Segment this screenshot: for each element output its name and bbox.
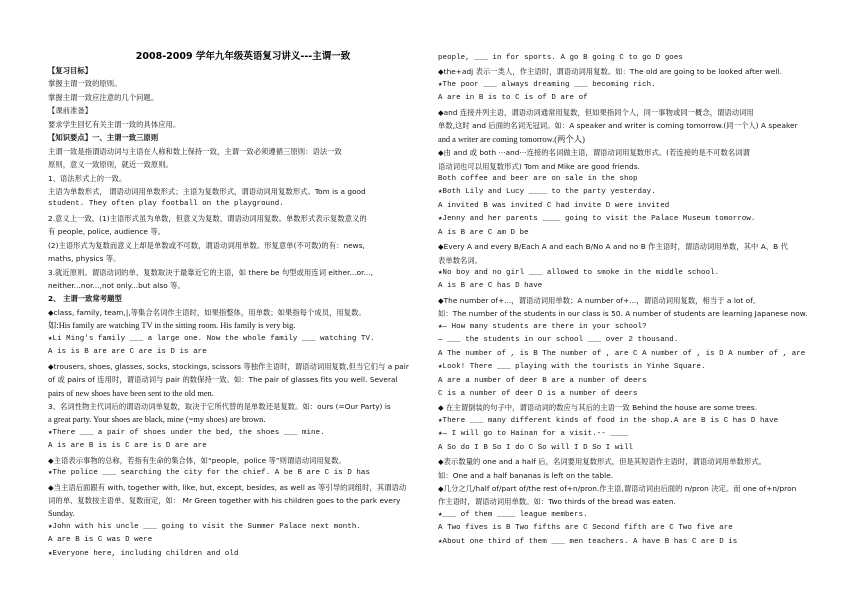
- text-line: ★Jenny and her parents ____ going to visit the Palace Museum tomorrow.: [438, 215, 756, 224]
- text-line: ★The police ___ searching the city for the chief. A be B are C is D has: [48, 469, 371, 478]
- text-line: — ___ the students in our school ___ over 2 thousand.: [438, 336, 679, 345]
- text-line: ★Li Ming's family ___ a large one. Now the whole family ___ watching TV.: [48, 334, 375, 343]
- text-line: ★— I will go to Hainan for a visit.-- ____: [438, 430, 629, 439]
- text-line: ★About one third of them ___ men teachers. A have B has C are D is: [438, 537, 738, 546]
- text-line: ★Both Lily and Lucy ____ to the party yesterday.: [438, 188, 656, 197]
- text-line: 【课前准备】: [48, 106, 93, 116]
- text-line: ◆Every A and every B/Each A and each B/No A and no B 作主语时，谓语动词用单数，其中 A、B 代: [438, 242, 788, 252]
- text-line: neither...nor...,not only...but also 等。: [48, 281, 185, 290]
- text-line: A Two fives is B Two fifths are C Second fifth are C Two five are: [438, 524, 733, 533]
- text-line: ◆当主语后面跟有 with, together with, like, but, except, besides, as well as 等引导的词组时，其谓语动: [48, 482, 407, 492]
- page-title: 2008-2009 学年九年级英语复习讲义---主谓一致: [135, 51, 351, 62]
- left-column: [48, 64, 438, 561]
- text-line: A is B are C has D have: [438, 282, 543, 291]
- text-line: A is is B are are C are is D is are: [48, 348, 207, 357]
- text-line: ★Look! There ___ playing with the tourists in Yinhe Square.: [438, 363, 706, 372]
- text-line: ◆由 and 或 both ···and···连接的名词做主语，谓语动词用复数形式。(若连接的是不可数名词谓: [438, 148, 750, 158]
- text-line: ◆几分之几/half of/part of/the rest of+n/pron.作主语,谓语动词由后面的 n/pron 决定。而 one of+n/pron: [438, 484, 797, 493]
- text-line: 有 people, police, audience 等。: [48, 227, 166, 237]
- text-line: 主语为单数形式， 谓语动词用单数形式；主语为复数形式，谓语动词用复数形式。Tom is a good: [48, 186, 366, 196]
- text-line: Both coffee and beer are on sale in the shop: [438, 174, 638, 183]
- text-line: 1、语法形式上的一致。: [48, 173, 127, 183]
- text-line: A is are B is is C are is D are are: [48, 442, 207, 451]
- text-line: ◆ 在主谓倒装的句子中，谓语动词的数应与其后的主语一致 Behind the house are some trees.: [438, 403, 758, 413]
- text-line: (2)主语形式为复数而意义上却是单数或不可数，谓语动词用单数。形复意单(不可数)的有：news,: [48, 240, 365, 250]
- text-line: 掌握主谓一致应注意的几个问题。: [48, 92, 159, 102]
- text-line: Sunday.: [48, 509, 75, 519]
- text-line: student. They often play football on the playground.: [48, 200, 284, 209]
- text-line: A invited B was invited C had invite D were invited: [438, 201, 670, 210]
- text-line: A So do I B So I do C So will I D So I will: [438, 443, 634, 452]
- text-line: 词的单、复数按主语单、复数而定，如： Mr Green together with his children goes to the park every: [48, 496, 401, 505]
- text-line: 语动词也可以用复数形式) Tom and Mike are good friends.: [438, 161, 640, 171]
- text-line: ★The poor ___ always dreaming ___ becoming rich.: [438, 80, 656, 89]
- text-line: ◆and 连接并列主语，谓语动词通常用复数，但如果指同个人，同一事物或同一概念，谓语动词用: [438, 107, 754, 117]
- text-line: 原则，意义一致原则，就近一致原则。: [48, 160, 173, 170]
- text-line: ★No boy and no girl ___ allowed to smoke in the middle school.: [438, 269, 720, 277]
- text-line: A are B is C was D were: [48, 536, 153, 545]
- text-line: 表单数名词。: [438, 255, 483, 265]
- text-line: ◆class, family, team,|,等集合名词作主语时，如果指整体，用单数；如果指每个成员，用复数。: [48, 307, 366, 317]
- text-line: and a writer are coming tomorrow.(两个人): [438, 134, 585, 144]
- text-line: ★Everyone here, including children and old: [48, 549, 239, 558]
- text-line: a great party. Your shoes are black, mine (=my shoes) are brown.: [48, 415, 266, 425]
- text-line: ★— How many students are there in your school?: [438, 322, 647, 331]
- text-line: A are a number of deer B are a number of deers: [438, 376, 647, 385]
- text-line: 【知识要点】一、主谓一致三原则: [48, 133, 159, 143]
- text-line: ◆The number of+...，谓语动词用单数；A number of+...，谓语动词用复数，相当于 a lot of。: [438, 295, 761, 305]
- text-line: 【复习目标】: [48, 66, 93, 75]
- text-line: A are in B is to C is of D are of: [438, 94, 588, 103]
- text-line: ◆主语表示事物的总称，若指有生命的集合体，如“people，police 等”则谓语动词用复数。: [48, 455, 346, 465]
- text-line: 如:His family are watching TV in the sitting room. His family is very big.: [48, 321, 296, 331]
- text-line: of 或 pairs of 连用时，谓语动词与 pair 的数保持一致。如：The pair of glasses fits you well. Several: [48, 375, 398, 385]
- text-line: 要求学生回忆有关主谓一致的具体应用。: [48, 119, 181, 129]
- text-line: pairs of new shoes have been sent to the old men.: [48, 388, 214, 398]
- text-line: 单数,这时 and 后面的名词无冠词。如：A speaker and writer is coming tomorrow.(同一个人) A speaker: [438, 121, 798, 131]
- text-line: people, ___ in for sports. A go B going C to go D goes: [438, 54, 683, 62]
- text-line: ★John with his uncle ___ going to visit the Summer Palace next month.: [48, 522, 361, 531]
- text-line: ◆表示数量的 one and a half 后，名词要用复数形式，但是其短语作主语时，谓语动词用单数形式。: [438, 457, 767, 467]
- right-column: [438, 52, 818, 549]
- text-line: ★There ___ a pair of shoes under the bed, the shoes ___ mine.: [48, 428, 325, 437]
- text-line: 3、名词性物主代词后的谓语动词单复数，取决于它所代替的是单数还是复数。如：ours (=Our Party) is: [48, 401, 391, 411]
- text-line: ◆the+adj 表示一类人，作主语时，谓语动词用复数。如：The old are going to be looked after well.: [438, 67, 782, 77]
- text-line: A The number of , is B The number of , are C A number of , is D A number of , are: [438, 349, 806, 358]
- text-line: 2、 主谓一致常考题型: [48, 294, 122, 304]
- text-line: 主谓一致是指谓语动词与主语在人称和数上保持一致，主谓一致必须遵循三原则：语法一致: [48, 146, 342, 156]
- text-line: 如：The number of the students in our class is 50. A number of students are learning Japanese now.: [438, 309, 808, 319]
- text-line: 3.就近原则。谓语动词的单、复数取决于最靠近它的主语，如 there be 句型或用连词 either...or...,: [48, 267, 374, 277]
- text-line: A is B are C am D be: [438, 228, 529, 237]
- text-line: ★___ of them ____ league members.: [438, 510, 588, 519]
- text-line: C is a number of deer D is a number of deers: [438, 389, 638, 398]
- text-line: ◆trousers, shoes, glasses, socks, stockings, scissors 等独作主语时，谓语动词用复数,但当它们与 a pair: [48, 361, 409, 371]
- text-line: 如：One and a half bananas is left on the table.: [438, 470, 614, 480]
- text-line: 掌握主谓一致的原则。: [48, 79, 122, 89]
- text-line: 2.意义上一致。(1)主语形式虽为单数，但意义为复数，谓语动词用复数。单数形式表示复数意义的: [48, 213, 367, 223]
- text-line: ★There ___ many different kinds of food in the shop.A are B is C has D have: [438, 416, 779, 425]
- text-line: 作主语时，谓语动词用单数。如：Two thirds of the bread was eaten.: [438, 497, 676, 507]
- text-line: maths, physics 等。: [48, 254, 121, 264]
